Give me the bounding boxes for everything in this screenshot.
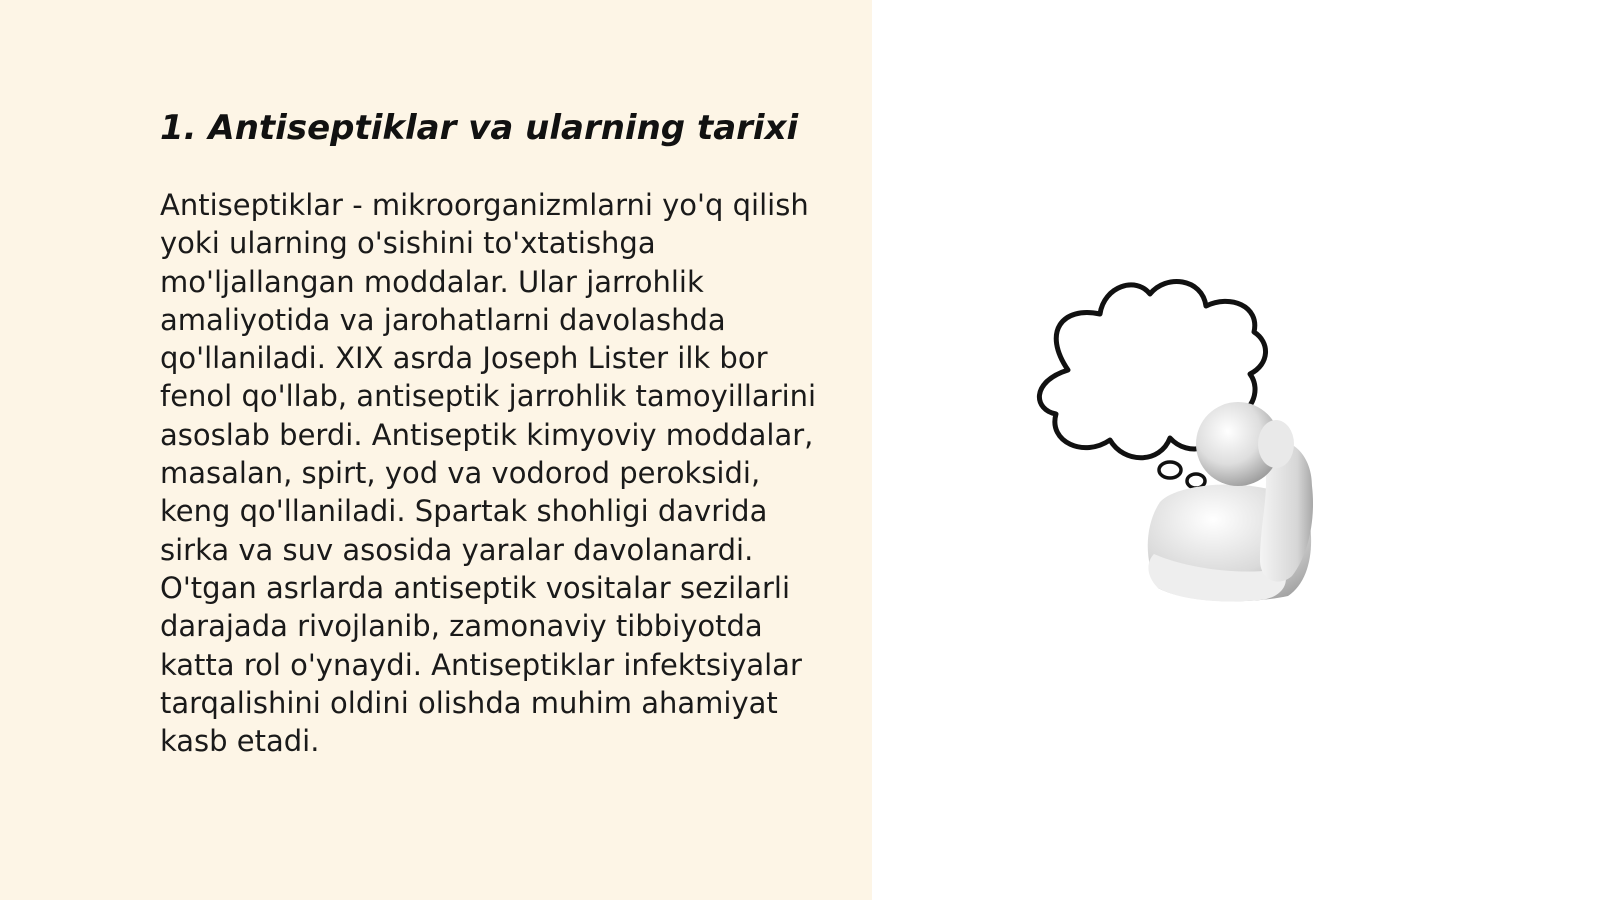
body-line: Antiseptiklar - mikroorganizmlarni yo'q qilish <box>160 188 809 222</box>
body-line: amaliyotida va jarohatlarni davolashda <box>160 302 726 337</box>
body-line: fenol qo'llab, antiseptik jarrohlik tamoyillarini <box>160 379 817 414</box>
thinking-person-icon <box>1020 270 1360 620</box>
body-line: mo'ljallangan moddalar. Ular jarrohlik <box>160 264 704 299</box>
body-line: kasb etadi. <box>160 724 320 759</box>
body-line: asoslab berdi. Antiseptik kimyoviy moddalar, <box>160 417 814 452</box>
body-line: O'tgan asrlarda antiseptik vositalar sezilarli <box>160 570 791 605</box>
body-line: masalan, spirt, yod va vodorod peroksidi, <box>160 456 761 491</box>
body-line: darajada rivojlanib, zamonaviy tibbiyotda <box>160 609 763 644</box>
body-line: yoki ularning o'sishini to'xtatishga <box>160 226 656 261</box>
slide-title: 1. Antiseptiklar va ularning tarixi <box>160 108 799 148</box>
slide-body-text <box>160 186 850 760</box>
body-line: katta rol o'ynaydi. Antiseptiklar infektsiyalar <box>160 647 802 682</box>
body-line: sirka va suv asosida yaralar davolanardi. <box>160 532 754 567</box>
body-line: qo'llaniladi. XIX asrda Joseph Lister ilk bor <box>160 341 768 376</box>
body-line: tarqalishini oldini olishda muhim ahamiyat <box>160 685 778 720</box>
body-line: keng qo'llaniladi. Spartak shohligi davrida <box>160 494 768 529</box>
